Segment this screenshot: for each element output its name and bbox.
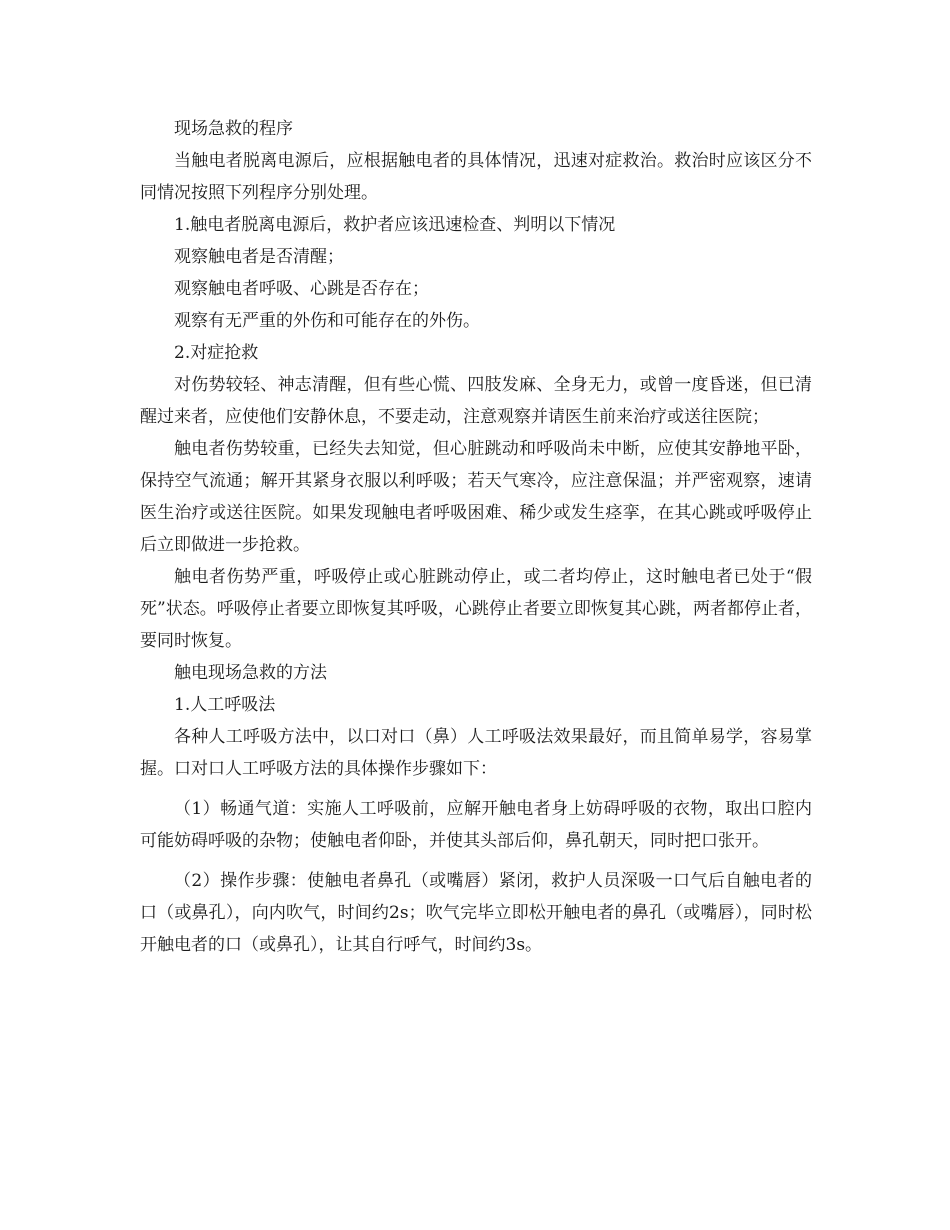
paragraph-airway: （1）畅通气道：实施人工呼吸前，应解开触电者身上妨碍呼吸的衣物，取出口腔内可能妨碍呼吸的杂物；使触电者仰卧，并使其头部后仰，鼻孔朝天，同时把口张开。 [140, 799, 812, 851]
step-2-heading: 2.对症抢救 [174, 343, 259, 363]
section-heading-methods: 触电现场急救的方法 [174, 663, 327, 683]
paragraph-critical-case: 触电者伤势严重，呼吸停止或心脏跳动停止，或二者均停止，这时触电者已处于“假死”状态。呼吸停止者要立即恢复其呼吸，心跳停止者要立即恢复其心跳，两者都停止者，要同时恢复。 [140, 567, 812, 651]
paragraph-mouth-to-mouth: 各种人工呼吸方法中，以口对口（鼻）人工呼吸法效果最好，而且简单易学，容易掌握。口对口人工呼吸方法的具体操作步骤如下： [140, 727, 812, 779]
check-item-conscious: 观察触电者是否清醒； [174, 247, 344, 267]
paragraph-mild-case: 对伤势较轻、神志清醒，但有些心慌、四肢发麻、全身无力，或曾一度昏迷，但已清醒过来者，应使他们安静休息，不要走动，注意观察并请医生前来治疗或送往医院； [140, 375, 812, 427]
check-item-breathing: 观察触电者呼吸、心跳是否存在； [174, 279, 429, 299]
paragraph-serious-case: 触电者伤势较重，已经失去知觉，但心脏跳动和呼吸尚未中断，应使其安静地平卧，保持空气流通；解开其紧身衣服以利呼吸；若天气寒冷，应注意保温；并严密观察，速请医生治疗或送往医院。如果发现触电者呼吸困难、稀少或发生痉挛，在其心跳或呼吸停止后立即做进一步抢救。 [140, 439, 812, 555]
check-item-injury: 观察有无严重的外伤和可能存在的外伤。 [174, 311, 480, 331]
paragraph-intro: 当触电者脱离电源后，应根据触电者的具体情况，迅速对症救治。救治时应该区分不同情况按照下列程序分别处理。 [140, 151, 812, 203]
step-1-heading: 1.触电者脱离电源后，救护者应该迅速检查、判明以下情况 [174, 215, 616, 235]
document-page [140, 113, 812, 961]
section-heading-procedure: 现场急救的程序 [174, 119, 293, 139]
paragraph-operation-steps: （2）操作步骤：使触电者鼻孔（或嘴唇）紧闭，救护人员深吸一口气后自触电者的口（或鼻孔），向内吹气，时间约2s；吹气完毕立即松开触电者的鼻孔（或嘴唇），同时松开触电者的口（或鼻孔），让其自行呼气，时间约3s。 [140, 871, 812, 955]
method-1-heading: 1.人工呼吸法 [174, 695, 276, 715]
